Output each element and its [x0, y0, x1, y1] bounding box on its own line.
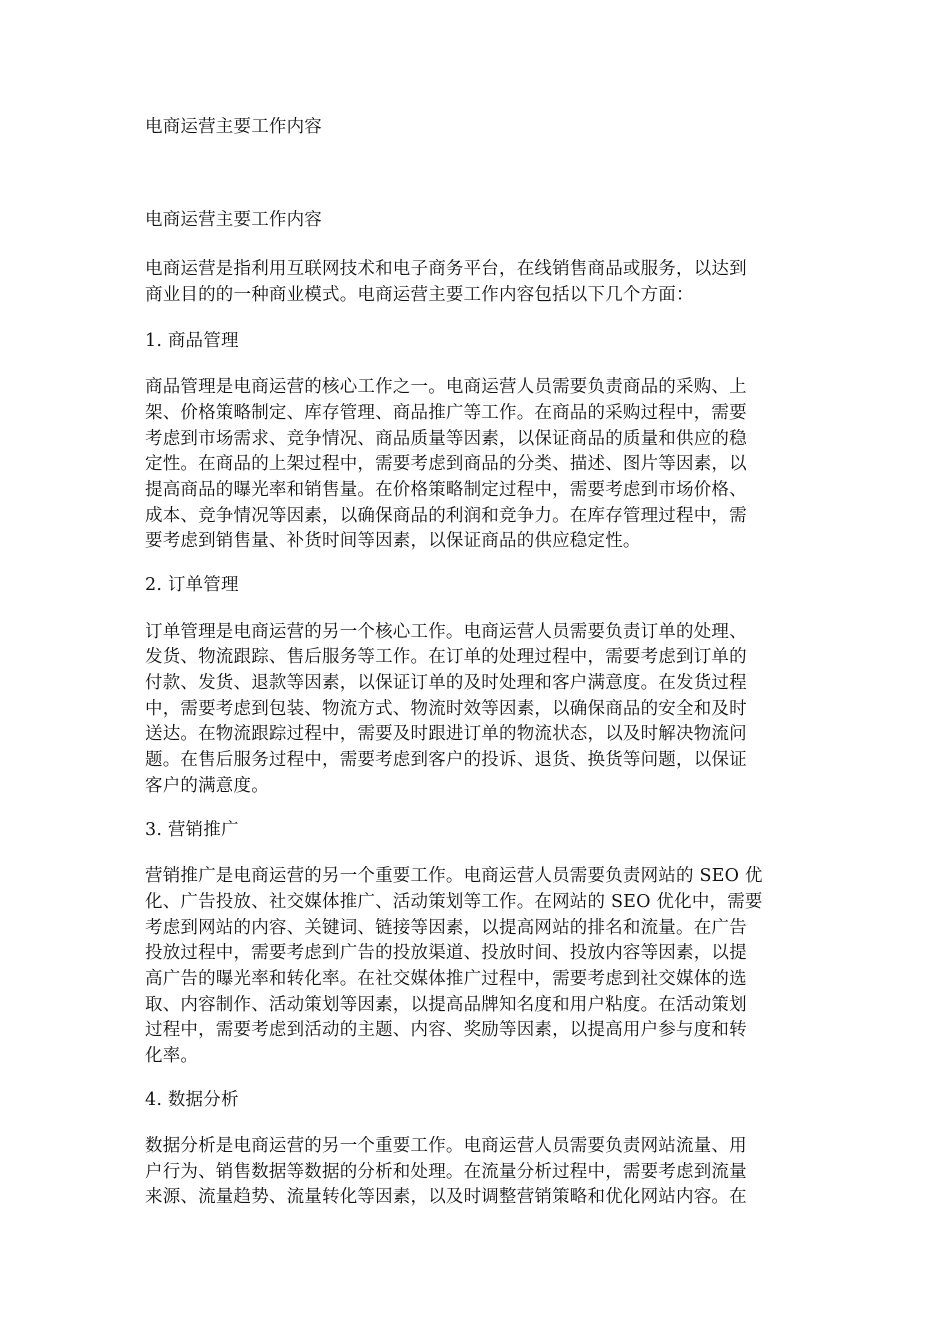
paragraph-line: 取、内容制作、活动策划等因素，以提高品牌知名度和用户粘度。在活动策划 — [145, 995, 747, 1015]
paragraph-line: 化率。 — [145, 1046, 199, 1066]
paragraph-line: 数据分析是电商运营的另一个重要工作。电商运营人员需要负责网站流量、用 — [145, 1136, 747, 1156]
paragraph-line: 高广告的曝光率和转化率。在社交媒体推广过程中，需要考虑到社交媒体的选 — [145, 969, 747, 989]
paragraph-line: 订单管理是电商运营的另一个核心工作。电商运营人员需要负责订单的处理、 — [145, 622, 747, 642]
paragraph-line: 成本、竞争情况等因素，以确保商品的利润和竞争力。在库存管理过程中，需 — [145, 506, 747, 526]
paragraph-line: 过程中，需要考虑到活动的主题、内容、奖励等因素，以提高用户参与度和转 — [145, 1020, 747, 1040]
document-title: 电商运营主要工作内容 — [145, 117, 322, 137]
paragraph-line: 投放过程中，需要考虑到广告的投放渠道、投放时间、投放内容等因素，以提 — [145, 943, 747, 963]
paragraph-line: 营销推广是电商运营的另一个重要工作。电商运营人员需要负责网站的 SEO 优 — [145, 866, 763, 886]
paragraph-line: 提高商品的曝光率和销售量。在价格策略制定过程中，需要考虑到市场价格、 — [145, 480, 747, 500]
paragraph-line: 题。在售后服务过程中，需要考虑到客户的投诉、退货、换货等问题，以保证 — [145, 750, 747, 770]
paragraph-line: 要考虑到销售量、补货时间等因素，以保证商品的供应稳定性。 — [145, 531, 641, 551]
paragraph-line: 电商运营是指利用互联网技术和电子商务平台，在线销售商品或服务，以达到 — [145, 259, 747, 279]
paragraph-line: 化、广告投放、社交媒体推广、活动策划等工作。在网站的 SEO 优化中，需要 — [145, 892, 763, 912]
section-heading: 4. 数据分析 — [145, 1090, 239, 1110]
paragraph-line: 考虑到网站的内容、关键词、链接等因素，以提高网站的排名和流量。在广告 — [145, 918, 747, 938]
paragraph-line: 架、价格策略制定、库存管理、商品推广等工作。在商品的采购过程中，需要 — [145, 403, 747, 423]
paragraph-line: 送达。在物流跟踪过程中，需要及时跟进订单的物流状态，以及时解决物流问 — [145, 724, 747, 744]
paragraph-line: 付款、发货、退款等因素，以保证订单的及时处理和客户满意度。在发货过程 — [145, 673, 747, 693]
paragraph-line: 户行为、销售数据等数据的分析和处理。在流量分析过程中，需要考虑到流量 — [145, 1162, 747, 1182]
section-heading: 2. 订单管理 — [145, 575, 239, 595]
paragraph-line: 中，需要考虑到包装、物流方式、物流时效等因素，以确保商品的安全和及时 — [145, 699, 747, 719]
section-title: 电商运营主要工作内容 — [145, 210, 322, 230]
paragraph-line: 商品管理是电商运营的核心工作之一。电商运营人员需要负责商品的采购、上 — [145, 377, 747, 397]
paragraph-line: 客户的满意度。 — [145, 776, 269, 796]
paragraph-line: 发货、物流跟踪、售后服务等工作。在订单的处理过程中，需要考虑到订单的 — [145, 647, 747, 667]
paragraph-line: 定性。在商品的上架过程中，需要考虑到商品的分类、描述、图片等因素，以 — [145, 454, 747, 474]
paragraph-line: 考虑到市场需求、竞争情况、商品质量等因素，以保证商品的质量和供应的稳 — [145, 429, 747, 449]
section-heading: 1. 商品管理 — [145, 331, 239, 351]
paragraph-line: 商业目的的一种商业模式。电商运营主要工作内容包括以下几个方面： — [145, 285, 694, 305]
paragraph-line: 来源、流量趋势、流量转化等因素，以及时调整营销策略和优化网站内容。在 — [145, 1187, 747, 1207]
section-heading: 3. 营销推广 — [145, 820, 239, 840]
